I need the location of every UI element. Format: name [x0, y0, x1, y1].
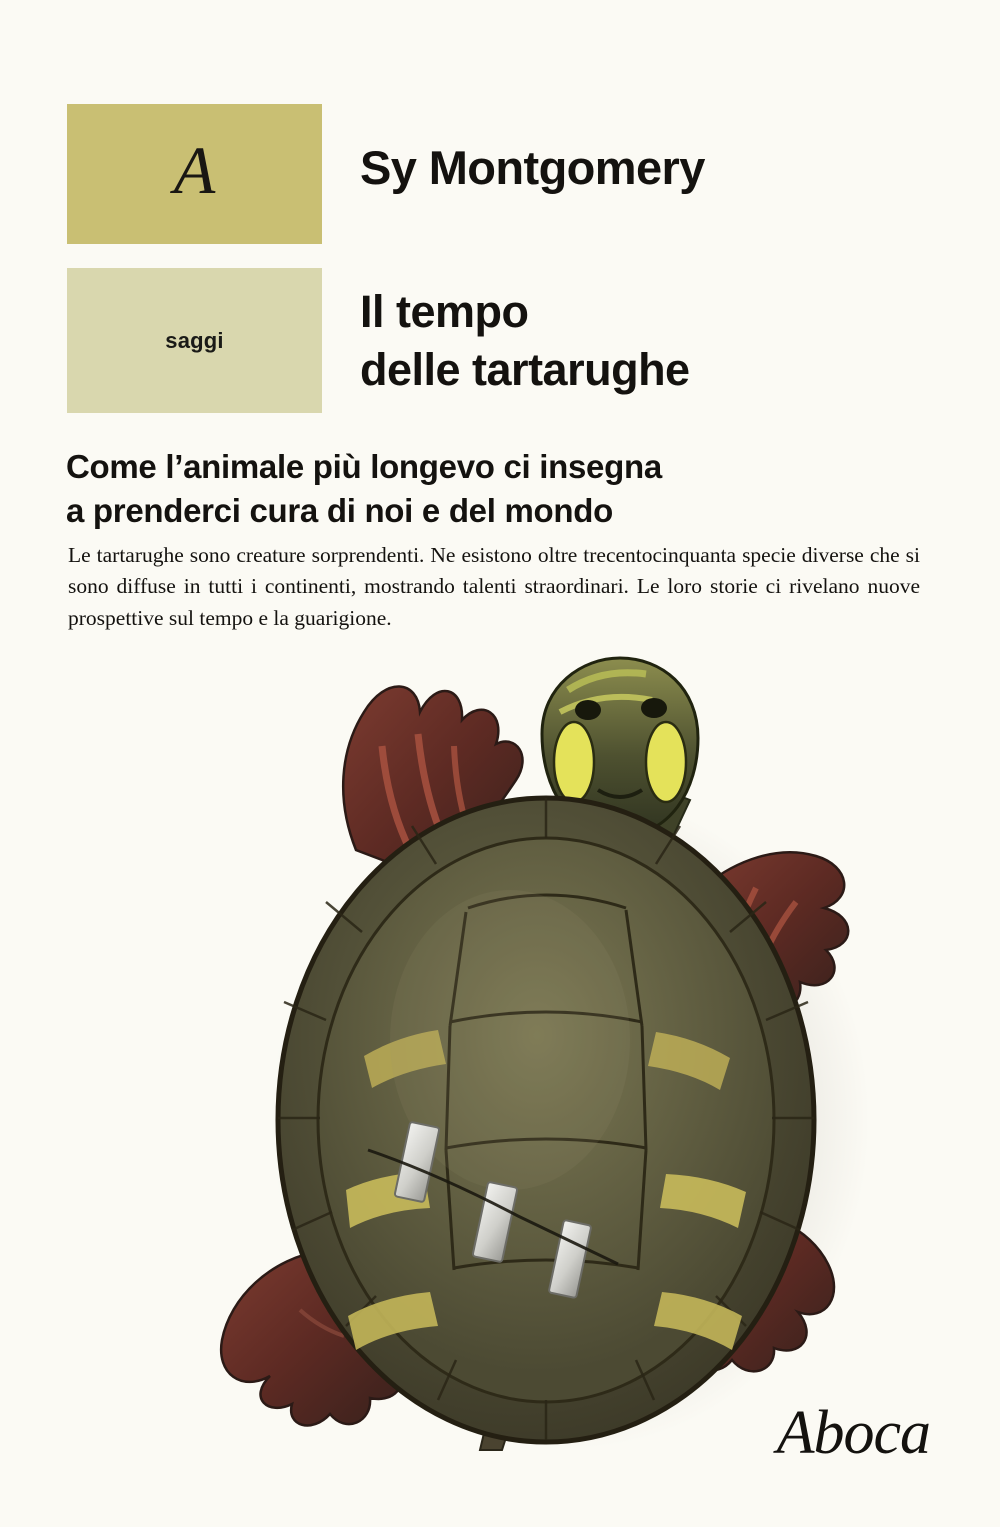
series-badge — [67, 268, 322, 413]
book-subtitle-line-1: Come l’animale più longevo ci insegna — [66, 448, 662, 485]
author-name: Sy Montgomery — [360, 141, 705, 194]
book-subtitle — [66, 445, 806, 533]
series-label: saggi — [165, 327, 224, 353]
imprint-badge — [67, 104, 322, 244]
book-title-line-2: delle tartarughe — [360, 343, 690, 395]
publisher-logo: Aboca — [776, 1399, 930, 1467]
book-subtitle-line-2: a prenderci cura di noi e del mondo — [66, 491, 613, 529]
book-title — [360, 283, 690, 398]
imprint-monogram-icon: A — [173, 132, 216, 208]
book-title-line-1: Il tempo — [360, 286, 529, 337]
turtle-illustration — [150, 650, 910, 1470]
book-blurb: Le tartarughe sono creature sorprendenti. Ne esistono oltre trecentocinquanta specie diverse che si sono diffuse in tutti i continenti, mostrando talenti straordinari. Le loro storie ci rivelano nuove prospettive sul tempo e la guarigione. — [68, 543, 920, 630]
